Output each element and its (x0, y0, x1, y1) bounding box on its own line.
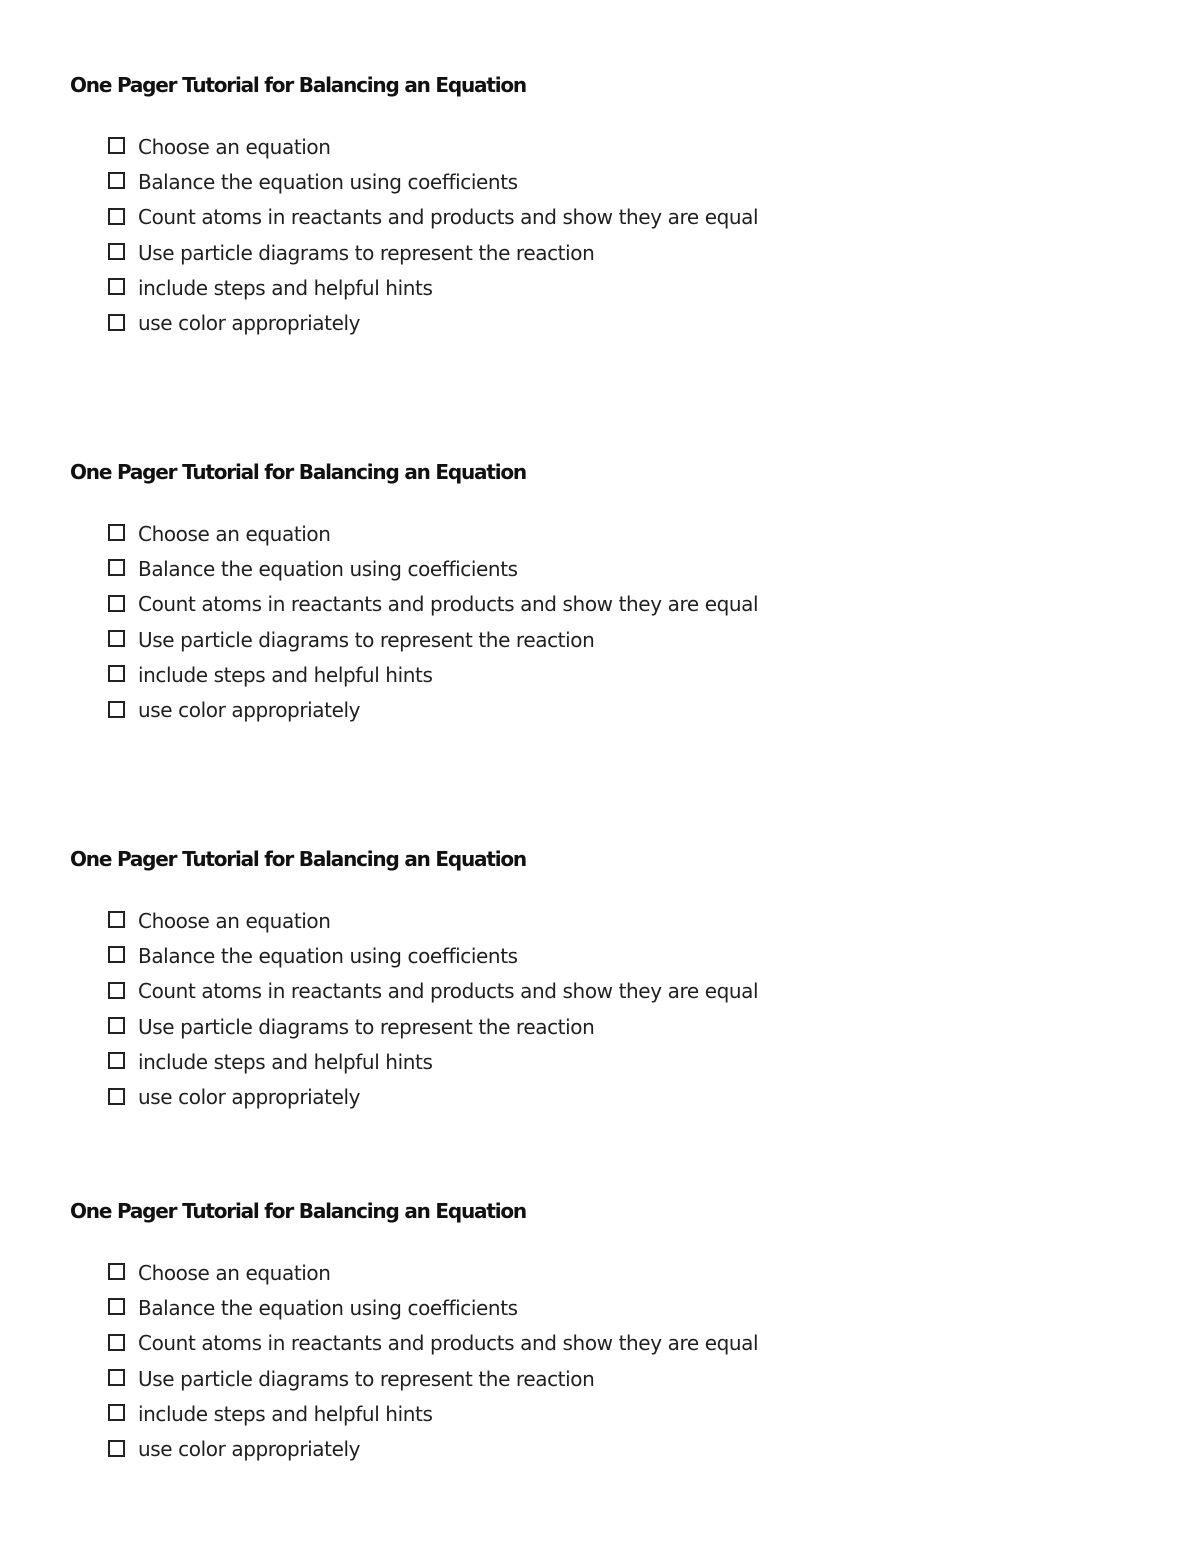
checklist-item (108, 200, 758, 235)
checklist-item-label: Balance the equation using coefficients (138, 1295, 518, 1320)
checklist-item (108, 903, 758, 938)
checklist-item (108, 1396, 758, 1431)
checklist-item (108, 1255, 758, 1290)
checkbox[interactable] (108, 1088, 125, 1105)
checklist-item-label: use color appropriately (138, 1437, 361, 1462)
checklist-item (108, 974, 758, 1009)
checkbox[interactable] (108, 314, 125, 331)
checkbox[interactable] (108, 559, 125, 576)
section-title: One Pager Tutorial for Balancing an Equation (70, 73, 526, 97)
checkbox[interactable] (108, 630, 125, 647)
checklist-item (108, 235, 758, 270)
checklist-item (108, 129, 758, 164)
checklist-item (108, 1431, 758, 1466)
checklist-item-label: Use particle diagrams to represent the reaction (138, 1014, 595, 1039)
checklist-item (108, 938, 758, 973)
checklist (108, 1255, 758, 1467)
checklist-item-label: use color appropriately (138, 698, 361, 723)
section-title: One Pager Tutorial for Balancing an Equation (70, 847, 526, 871)
checklist-item (108, 1290, 758, 1325)
checkbox[interactable] (108, 137, 125, 154)
checklist-item-label: use color appropriately (138, 311, 361, 336)
checklist-item-label: use color appropriately (138, 1085, 361, 1110)
checklist-item (108, 270, 758, 305)
checklist-item-label: Choose an equation (138, 134, 331, 159)
checklist-item-label: include steps and helpful hints (138, 1049, 433, 1074)
checklist-item (108, 1009, 758, 1044)
checklist-item (108, 164, 758, 199)
checklist-item (108, 622, 758, 657)
checklist-item (108, 516, 758, 551)
checkbox[interactable] (108, 1369, 125, 1386)
checkbox[interactable] (108, 911, 125, 928)
checklist-item (108, 657, 758, 692)
checkbox[interactable] (108, 595, 125, 612)
checklist-item (108, 551, 758, 586)
checklist-item-label: Choose an equation (138, 908, 331, 933)
checklist-item-label: include steps and helpful hints (138, 662, 433, 687)
checklist-item-label: Count atoms in reactants and products and show they are equal (138, 205, 759, 230)
checklist-item (108, 1326, 758, 1361)
checklist (108, 903, 758, 1115)
checklist-item-label: include steps and helpful hints (138, 275, 433, 300)
checkbox[interactable] (108, 1017, 125, 1034)
checklist-item-label: Choose an equation (138, 521, 331, 546)
checkbox[interactable] (108, 982, 125, 999)
checklist-item (108, 305, 758, 340)
checklist-item-label: Count atoms in reactants and products and show they are equal (138, 592, 759, 617)
checkbox[interactable] (108, 524, 125, 541)
checkbox[interactable] (108, 208, 125, 225)
section-title: One Pager Tutorial for Balancing an Equation (70, 1199, 526, 1223)
checklist-item-label: Use particle diagrams to represent the reaction (138, 1366, 595, 1391)
checkbox[interactable] (108, 1263, 125, 1280)
checklist-item-label: include steps and helpful hints (138, 1401, 433, 1426)
checkbox[interactable] (108, 1052, 125, 1069)
checkbox[interactable] (108, 1334, 125, 1351)
checklist-item-label: Balance the equation using coefficients (138, 943, 518, 968)
checkbox[interactable] (108, 946, 125, 963)
section-title: One Pager Tutorial for Balancing an Equation (70, 460, 526, 484)
checkbox[interactable] (108, 1404, 125, 1421)
checklist-item-label: Choose an equation (138, 1260, 331, 1285)
checkbox[interactable] (108, 278, 125, 295)
checkbox[interactable] (108, 665, 125, 682)
checklist-item-label: Use particle diagrams to represent the reaction (138, 240, 595, 265)
checklist-item-label: Balance the equation using coefficients (138, 169, 518, 194)
checkbox[interactable] (108, 172, 125, 189)
checklist-item (108, 587, 758, 622)
checkbox[interactable] (108, 243, 125, 260)
checklist-item (108, 1079, 758, 1114)
checklist-item-label: Count atoms in reactants and products and show they are equal (138, 979, 759, 1004)
checklist-item-label: Use particle diagrams to represent the reaction (138, 627, 595, 652)
checklist-item-label: Balance the equation using coefficients (138, 556, 518, 581)
checklist (108, 129, 758, 341)
checkbox[interactable] (108, 1440, 125, 1457)
checklist (108, 516, 758, 728)
checkbox[interactable] (108, 701, 125, 718)
checklist-item-label: Count atoms in reactants and products and show they are equal (138, 1331, 759, 1356)
checklist-item (108, 1361, 758, 1396)
checklist-item (108, 692, 758, 727)
checklist-item (108, 1044, 758, 1079)
checkbox[interactable] (108, 1298, 125, 1315)
